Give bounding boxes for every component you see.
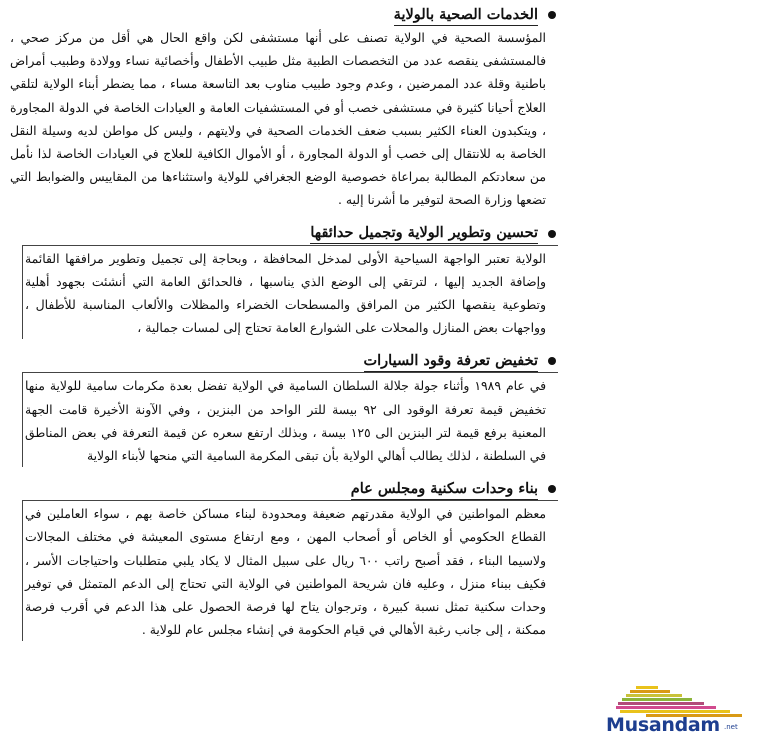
section-body: معظم المواطنين في الولاية مقدرتهم ضعيفة ومحدودة لبناء مساكن خاصة بهم ، سواء العاملين في القطاع الحكومي أو الخاص أو أصحاب المهن ، ومع ارتفاع مستوى المعيشة في مختلف المجالات ولاسيما البناء ، فقد أصبح راتب ٦٠٠ ريال على سبيل المثال لا يكاد يلبي متطلبات واحتياجات الأسر ، فكيف ببناء منزل ، وعليه فان شريحة المواطنين في الولاية التي تحتاج إلى الدعم المتمثل في توفير وحدات سكنية تمثل نسبة كبيرة ، وترجوان يتاح لها فرصة الحصول على هذا الدعم في أقرب فرصة ممكنة ، إلى جانب رغبة الأهالي في قيام الحكومة في إنشاء مجلس عام للولاية . — [22, 500, 558, 641]
section-body: المؤسسة الصحية في الولاية تصنف على أنها مستشفى لكن واقع الحال هي أقل من مركز صحي ، فالمستشفى ينقصه عدد من التخصصات الطبية مثل طبيب الأطفال وأخصائية نساء وولادة وطبيب أمراض باطنية وقلة عدد الممرضين ، وعدم وجود طبيب مناوب بعد التاسعة مساء ، مما يضطر أبناء الولاية لتلقي العلاج أحيانا كثيرة في مستشفى خصب أو في المستشفيات العامة و العيادات الخاصة في الدولة المجاورة ، ويتكبدون العناء الكثير بسبب ضعف الخدمات الصحية في ولايتهم ، وليس كل مواطن لديه وسيلة النقل الخاصة به للانتقال إلى خصب أو الدولة المجاورة ، أو الأموال الكافية للعلاج في العيادات الخاصة لذا نأمل من سعادتكم المطالبة بمراعاة خصوصية الوضع الجغرافي للولاية واستثناءها من المقاييس والضوابط التي تضعها وزارة الصحة لتوفير ما أشرنا إليه . — [10, 30, 546, 208]
section-heading: تحسين وتطوير الولاية وتجميل حدائقها — [310, 223, 538, 244]
section-heading: الخدمات الصحية بالولاية — [394, 5, 538, 26]
logo-stripe — [622, 698, 692, 701]
bullet-icon — [548, 230, 556, 238]
section-heading: تخفيض تعرفة وقود السيارات — [364, 351, 539, 372]
section-heading: بناء وحدات سكنية ومجلس عام — [351, 479, 538, 500]
logo-stripe — [630, 690, 670, 693]
logo-domain-suffix: .net — [724, 723, 738, 731]
section-housing-units — [8, 478, 558, 641]
section-fuel-tariff — [8, 350, 558, 467]
section-body: الولاية تعتبر الواجهة السياحية الأولى لمدخل المحافظة ، وبحاجة إلى تجميل وتطوير مرافقها القائمة وإضافة الجديد إليها ، لترتقي إلى الوضع الذي يناسبها ، فالحدائق العامة التي أنشئت بجهود أهلية وتطوعية ينقصها الكثير من المرافق والمسطحات الخضراء والمظلات والألعاب المناسبة للأطفال ، وواجهات بعض المنازل والمحلات على الشوارع العامة تحتاج إلى لمسات جمالية ، — [22, 245, 558, 340]
section-body: في عام ١٩٨٩ وأثناء جولة جلالة السلطان السامية في الولاية تفضل بعدة مكرمات سامية للولاية منها تخفيض قيمة تعرفة الوقود الى ٩٢ بيسة للتر الواحد من البنزين ، وفي الآونة الأخيرة قامت الجهة المعنية برفع قيمة لتر البنزين الى ١٢٥ بيسة ، وبذلك ارتفع سعره عن قيمة التعرفة في بعض المناطق في السلطنة ، لذلك يطالب أهالي الولاية بأن تبقى المكرمة السامية التي منحها لأبناء الولاية — [22, 372, 558, 467]
logo-wordmark: Musandam — [606, 714, 720, 736]
section-wilayat-development — [8, 223, 558, 340]
logo-stripe — [616, 706, 716, 709]
section-health-services — [8, 4, 558, 212]
document-page — [8, 4, 558, 742]
logo-stripe — [636, 686, 658, 689]
bullet-icon — [548, 11, 556, 19]
logo-stripe — [618, 702, 704, 705]
bullet-icon — [548, 357, 556, 365]
logo-stripe — [620, 710, 730, 713]
bullet-icon — [548, 485, 556, 493]
logo-stripe — [626, 694, 682, 697]
